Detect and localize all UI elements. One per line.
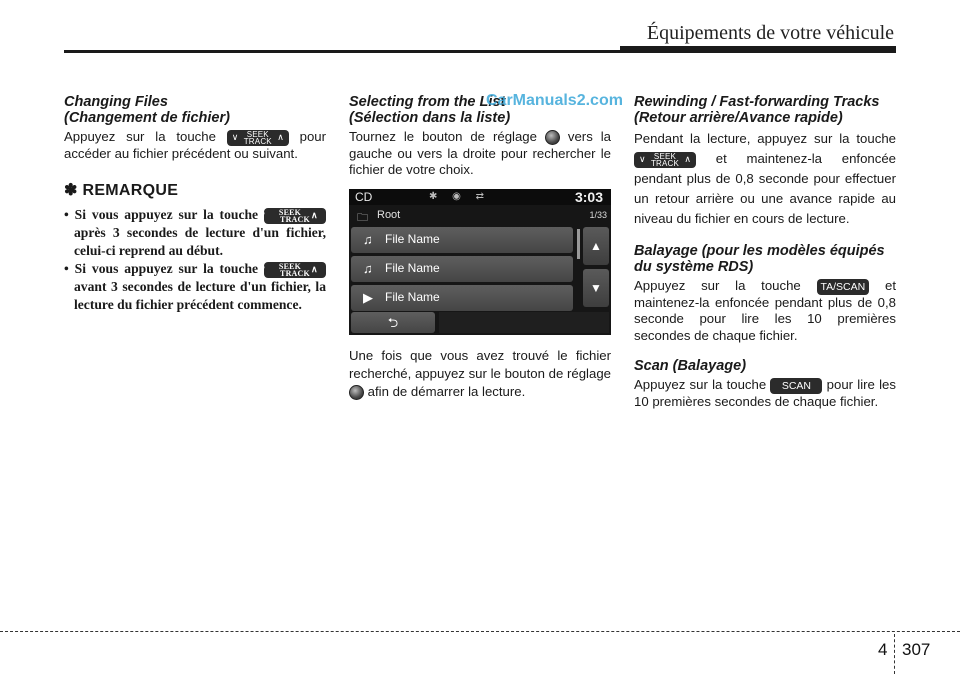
chapter-number: 4 [878,640,888,659]
footer-rule [0,631,960,632]
note-heading: ✽ REMARQUE [64,182,179,200]
section-heading-selecting-list: Selecting from the List (Sélection dans la liste) [349,94,511,126]
music-note-icon: ♫ [363,260,373,276]
screen-source: CD [355,189,373,204]
column-1 [64,94,326,314]
folder-row [349,206,611,226]
column-3 [634,94,896,410]
note-list [64,206,326,314]
cd-display-screen [349,189,611,335]
list-item[interactable]: ♫ File Name [351,256,573,282]
list-item[interactable]: ▶ File Name [351,285,573,311]
balayage-text: Appuyez sur la touche TA/SCAN et maintenez-la enfoncée pendant plus de 0,8 seconde pour lire les 10 premières secondes de chaque fichier. [634,278,896,343]
scroll-up-button[interactable]: ▲ [583,227,609,265]
screen-time: 3:03 [574,188,603,205]
screen-bottom-bar [439,312,609,333]
section-heading-balayage: Balayage (pour les modèles équipés du système RDS) [634,243,885,275]
file-count: 1/33 [589,209,607,220]
bluetooth-icon: ✱ ◉ ⇄ [429,190,491,202]
folder-icon: 🗀 [357,211,368,224]
scan-button-icon: SCAN [770,378,822,394]
page-header-title: Équipements de votre véhicule [646,22,894,44]
page-number: 307 [902,640,931,659]
back-button[interactable]: ⮌ [351,312,435,333]
section-heading-rewinding: Rewinding / Fast-forwarding Tracks (Retour arrière/Avance rapide) [634,94,880,126]
seek-track-button-icon: ∨ SEEK TRACK ∧ [264,262,326,278]
note-item-2: • Si vous appuyez sur la touche ∨ SEEK TRACK ∧ avant 3 secondes de lecture d'un fichier, la lecture du fichier précédent commence. [64,261,326,313]
scroll-down-button[interactable]: ▼ [583,269,609,307]
rewinding-text: Pendant la lecture, appuyez sur la touche ∨ SEEK TRACK ∧ et maintenez-la enfoncée pendant plus de 0,8 seconde pour effectuer un retour arrière ou une avance rapide au niveau du fichier en cours de lecture. [634,131,896,226]
selecting-text: Tournez le bouton de réglage vers la gauche ou vers la droite pour rechercher le fichier de votre choix. [349,129,611,177]
folder-name: Root [377,208,401,221]
scrollbar[interactable] [577,229,580,259]
seek-track-button-icon: ∨ SEEK TRACK ∧ [227,130,289,146]
column-2 [349,94,611,401]
note-item-1: • Si vous appuyez sur la touche ∨ SEEK TRACK ∧ après 3 secondes de lecture d'un fichier, celui-ci reprend au début. [64,207,326,259]
scan-text: Appuyez sur la touche SCAN pour lire les 10 premières secondes de chaque fichier. [634,377,896,409]
play-icon: ▶ [363,289,373,305]
tune-knob-icon [349,385,364,400]
watermark: CarManuals2.com [486,92,623,109]
seek-track-button-icon: ∨ SEEK TRACK ∧ [634,152,696,168]
tune-knob-icon [545,130,560,145]
footer-divider [894,634,895,674]
music-note-icon: ♫ [363,231,373,247]
changing-files-text: Appuyez sur la touche ∨ SEEK TRACK ∧ pour accéder au fichier précédent ou suivant. [64,129,327,161]
section-heading-changing-files: Changing Files (Changement de fichier) [64,94,230,126]
section-heading-scan: Scan (Balayage) [634,358,747,375]
list-item[interactable]: ♫ File Name [351,227,573,253]
ta-scan-button-icon: TA/SCAN [817,279,870,295]
header-rule-accent [620,46,896,51]
seek-track-button-icon: ∨ SEEK TRACK ∧ [264,208,326,224]
selecting-text-2: Une fois que vous avez trouvé le fichier recherché, appuyez sur le bouton de réglage afin de démarrer la lecture. [349,347,611,399]
